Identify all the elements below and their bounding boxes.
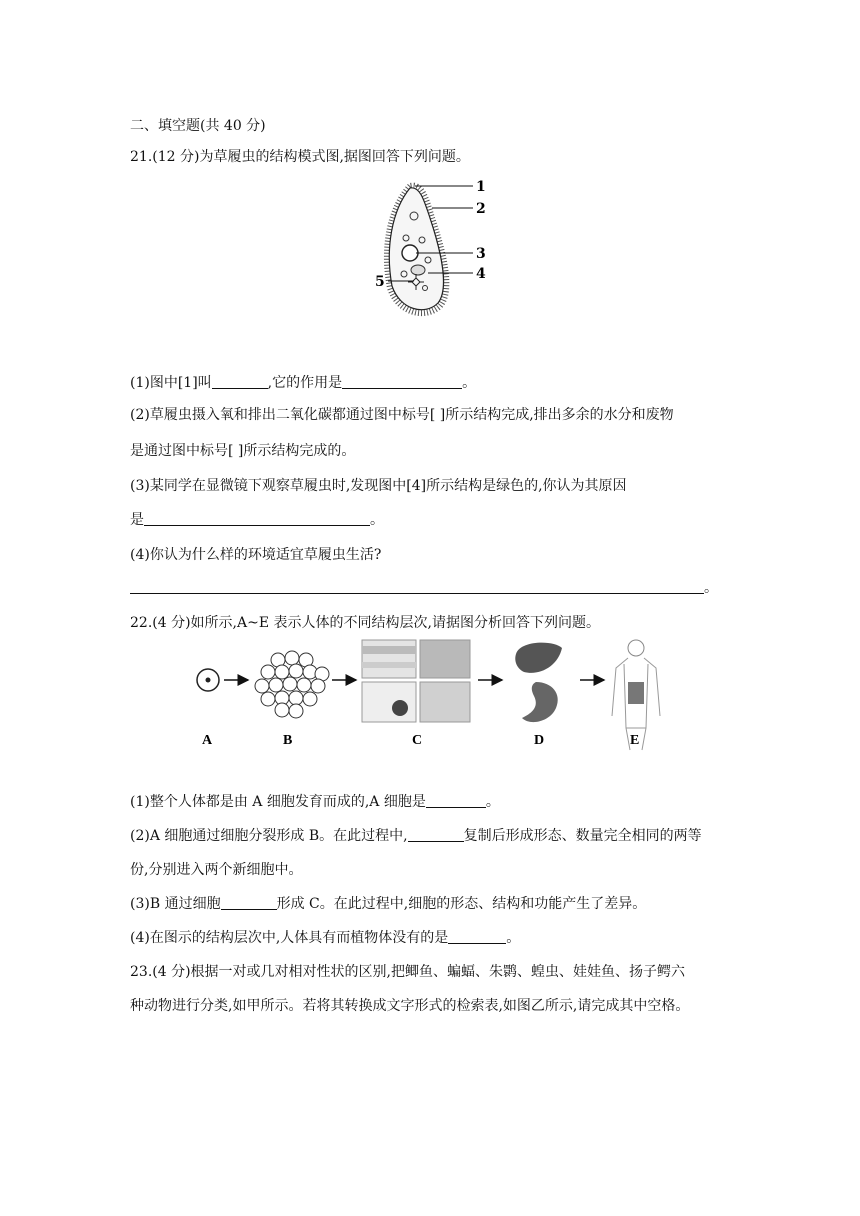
question-23-line1: 23.(4 分)根据一对或几对相对性状的区别,把鲫鱼、蝙蝠、朱鹮、蝗虫、娃娃鱼、扬子鳄六 bbox=[130, 964, 685, 980]
question-22-stem: 22.(4 分)如所示,A~E 表示人体的不同结构层次,请据图分析回答下列问题。 bbox=[130, 615, 600, 631]
answer-blank[interactable] bbox=[144, 511, 370, 526]
q21-part3-line1: (3)某同学在显微镜下观察草履虫时,发现图中[4]所示结构是绿色的,你认为其原因 bbox=[130, 478, 627, 494]
q22-part2-text-a: (2)A 细胞通过细胞分裂形成 B。在此过程中, bbox=[130, 828, 408, 844]
answer-blank[interactable] bbox=[426, 793, 486, 808]
answer-blank[interactable] bbox=[212, 374, 268, 389]
q21-part3-end: 。 bbox=[370, 512, 384, 528]
figure-label-D: D bbox=[534, 733, 545, 748]
q21-part1-text-b: ,它的作用是 bbox=[267, 375, 343, 391]
q21-part1-end: 。 bbox=[462, 375, 477, 391]
figure-label-E: E bbox=[630, 733, 640, 748]
answer-blank[interactable] bbox=[221, 895, 277, 910]
paramecium-figure bbox=[370, 178, 490, 323]
q22-part1-text: (1)整个人体都是由 A 细胞发育而成的,A 细胞是 bbox=[130, 794, 426, 810]
figure-label-C: C bbox=[412, 733, 423, 748]
q21-part2-line2: 是通过图中标号[ ]所示结构完成的。 bbox=[130, 443, 356, 459]
q21-part3-line2 bbox=[130, 509, 384, 529]
q22-part2-line1 bbox=[130, 825, 702, 845]
question-21-stem: 21.(12 分)为草履虫的结构模式图,据图回答下列问题。 bbox=[130, 149, 470, 165]
figure-label-2: 2 bbox=[476, 201, 486, 217]
answer-blank[interactable] bbox=[408, 827, 464, 842]
q21-part1-text-a: (1)图中[1]叫 bbox=[130, 375, 212, 391]
section-title: 二、填空题(共 40 分) bbox=[130, 118, 266, 134]
q22-part1 bbox=[130, 791, 500, 811]
q21-part1 bbox=[130, 372, 476, 392]
q22-part3 bbox=[130, 893, 646, 913]
answer-blank[interactable] bbox=[342, 374, 462, 389]
q21-part2-line1: (2)草履虫摄入氧和排出二氧化碳都通过图中标号[ ]所示结构完成,排出多余的水分和废物 bbox=[130, 407, 674, 423]
figure-label-5: 5 bbox=[375, 274, 385, 290]
figure-label-3: 3 bbox=[476, 246, 486, 262]
figure-label-B: B bbox=[283, 733, 293, 748]
q22-part4 bbox=[130, 927, 520, 947]
figure-label-4: 4 bbox=[476, 266, 486, 282]
q21-part4-answer bbox=[130, 577, 718, 597]
figure-label-1: 1 bbox=[476, 179, 486, 195]
q22-part3-text-a: (3)B 通过细胞 bbox=[130, 896, 221, 912]
q22-part3-text-b: 形成 C。在此过程中,细胞的形态、结构和功能产生了差异。 bbox=[276, 896, 647, 912]
q21-part4-end: 。 bbox=[704, 580, 718, 596]
q22-part4-text: (4)在图示的结构层次中,人体具有而植物体没有的是 bbox=[130, 930, 449, 946]
body-structure-levels-figure bbox=[190, 638, 670, 753]
answer-blank[interactable] bbox=[448, 929, 506, 944]
q22-part1-end: 。 bbox=[485, 794, 500, 810]
question-23-line2: 种动物进行分类,如甲所示。若将其转换成文字形式的检索表,如图乙所示,请完成其中空格。 bbox=[130, 998, 690, 1014]
answer-blank[interactable] bbox=[130, 579, 704, 594]
q21-part4-line1: (4)你认为什么样的环境适宜草履虫生活? bbox=[130, 547, 382, 563]
figure-label-A: A bbox=[202, 733, 213, 748]
q21-part3-text: 是 bbox=[130, 512, 144, 528]
q22-part2-text-b: 复制后形成形态、数量完全相同的两等 bbox=[463, 828, 702, 844]
q22-part4-end: 。 bbox=[506, 930, 521, 946]
q22-part2-line2: 份,分别进入两个新细胞中。 bbox=[130, 862, 303, 878]
